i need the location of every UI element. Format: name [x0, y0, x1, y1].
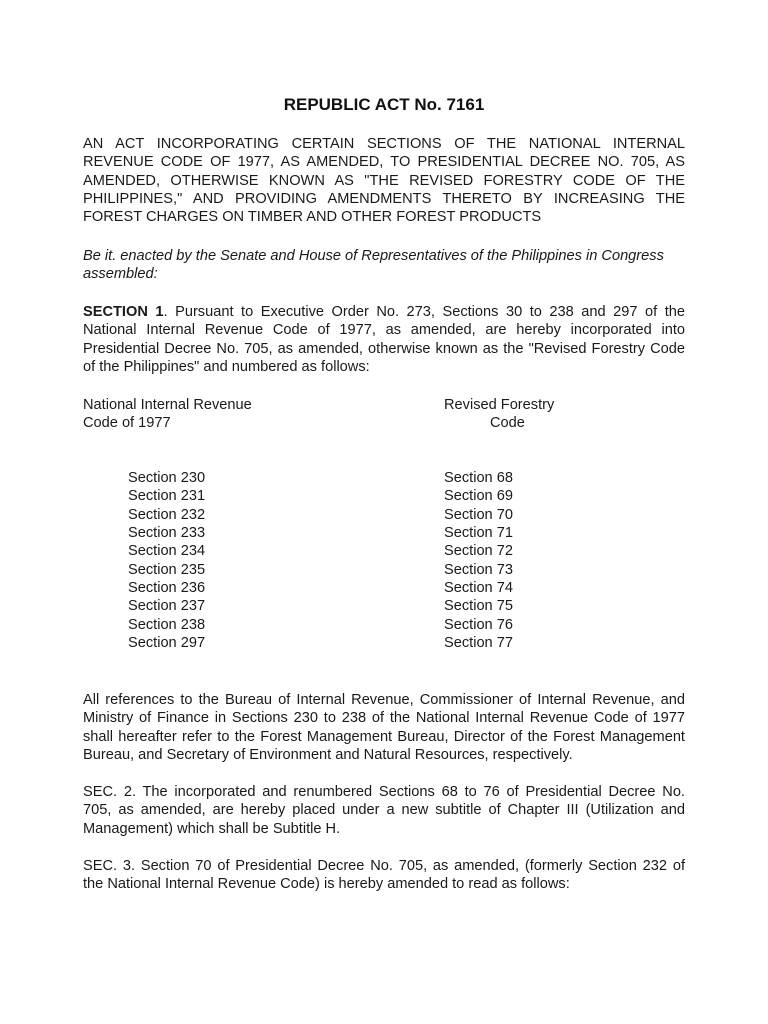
rfc-section-item: Section 72 — [444, 543, 513, 560]
rfc-section-item: Section 76 — [444, 616, 513, 633]
nirc-section-item: Section 236 — [128, 580, 206, 597]
section-1-first-line — [83, 303, 685, 321]
section-2-line: SEC. 2. The incorporated and renumbered Sections 68 to 76 of Presidential Decree No. — [83, 784, 685, 800]
references-line: All references to the Bureau of Internal Revenue, Commissioner of Internal Revenue, and — [83, 692, 685, 708]
enacting-clause-line: assembled: — [83, 266, 158, 283]
nirc-section-item: Section 231 — [128, 488, 206, 505]
nirc-header-line: Code of 1977 — [83, 415, 171, 432]
rfc-column-header — [444, 396, 644, 433]
long-title-line: PHILIPPINES," AND PROVIDING AMENDMENTS THERETO BY INCREASING THE — [83, 190, 685, 207]
references-line: Bureau, and Secretary of Environment and Natural Resources, respectively. — [83, 746, 573, 763]
nirc-section-item: Section 235 — [128, 561, 206, 578]
enacting-clause-line: Be it. enacted by the Senate and House of Representatives of the Philippines in Congress — [83, 248, 664, 264]
section-2-line: Management) which shall be Subtitle H. — [83, 820, 341, 837]
nirc-section-item: Section 233 — [128, 525, 206, 542]
long-title-line: AN ACT INCORPORATING CERTAIN SECTIONS OF THE NATIONAL INTERNAL — [83, 136, 685, 152]
act-long-title — [83, 135, 685, 226]
nirc-section-list — [128, 469, 328, 652]
nirc-section-item: Section 232 — [128, 506, 206, 523]
rfc-header-line: Revised Forestry — [444, 397, 555, 413]
section-3-line: SEC. 3. Section 70 of Presidential Decree No. 705, as amended, (formerly Section 232 of — [83, 858, 685, 874]
rfc-section-item: Section 69 — [444, 488, 513, 505]
nirc-section-item: Section 237 — [128, 598, 206, 615]
section-2-paragraph — [83, 783, 685, 838]
act-title: REPUBLIC ACT No. 7161 — [283, 95, 485, 114]
section-1-line: of the Philippines" and numbered as follows: — [83, 358, 370, 375]
references-line: shall hereafter refer to the Forest Management Bureau, Director of the Forest Management — [83, 728, 685, 745]
section-3-line: the National Internal Revenue Code) is hereby amended to read as follows: — [83, 876, 570, 893]
rfc-section-list — [444, 469, 644, 652]
section-1-line: National Internal Revenue Code of 1977, as amended, are hereby incorporated into — [83, 322, 685, 339]
rfc-section-item: Section 73 — [444, 561, 513, 578]
nirc-section-item: Section 234 — [128, 543, 206, 560]
rfc-section-item: Section 70 — [444, 506, 513, 523]
references-line: Ministry of Finance in Sections 230 to 238 of the National Internal Revenue Code of 1977 — [83, 710, 685, 727]
nirc-section-item: Section 230 — [128, 470, 206, 486]
section-1-first-line-text: . Pursuant to Executive Order No. 273, Sections 30 to 238 and 297 of the — [163, 304, 685, 320]
section-2-line: 705, as amended, are hereby placed under a new subtitle of Chapter III (Utilization and — [83, 802, 685, 819]
section-1-line: Presidential Decree No. 705, as amended, otherwise known as the "Revised Forestry Code — [83, 340, 685, 357]
nirc-header-line: National Internal Revenue — [83, 397, 252, 413]
rfc-section-item: Section 77 — [444, 635, 513, 652]
rfc-section-item: Section 71 — [444, 525, 513, 542]
rfc-section-item: Section 75 — [444, 598, 513, 615]
long-title-line: FOREST CHARGES ON TIMBER AND OTHER FOREST PRODUCTS — [83, 209, 542, 226]
page-body — [83, 0, 685, 1024]
rfc-header-line: Code — [490, 415, 525, 432]
rfc-section-item: Section 74 — [444, 580, 513, 597]
nirc-column-header — [83, 396, 333, 433]
nirc-section-item: Section 297 — [128, 635, 206, 652]
section-1-label: SECTION 1 — [83, 304, 164, 320]
long-title-line: AMENDED, OTHERWISE KNOWN AS "THE REVISED FORESTRY CODE OF THE — [83, 172, 685, 189]
section-1-paragraph — [83, 303, 685, 376]
long-title-line: REVENUE CODE OF 1977, AS AMENDED, TO PRESIDENTIAL DECREE NO. 705, AS — [83, 154, 685, 171]
enacting-clause — [83, 247, 685, 284]
nirc-section-item: Section 238 — [128, 616, 206, 633]
references-paragraph — [83, 691, 685, 764]
rfc-section-item: Section 68 — [444, 470, 513, 486]
section-3-paragraph — [83, 857, 685, 894]
